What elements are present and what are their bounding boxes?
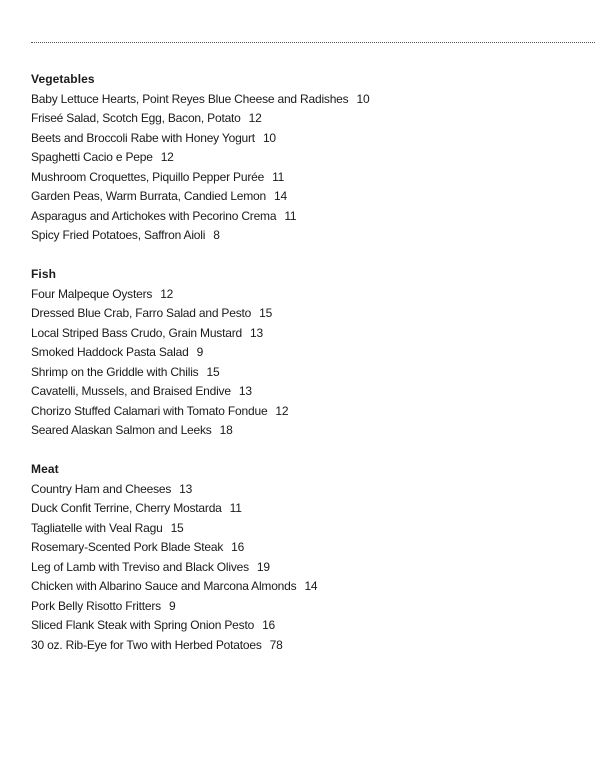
section-title: Meat [31, 462, 59, 476]
menu-item [31, 519, 591, 539]
item-name: Seared Alaskan Salmon and Leeks [31, 423, 212, 437]
menu-item [31, 304, 591, 324]
menu-item [31, 129, 591, 149]
section-meat [31, 460, 591, 655]
item-price: 9 [168, 598, 176, 613]
item-name: Chicken with Albarino Sauce and Marcona Almonds [31, 579, 297, 593]
item-price: 15 [259, 306, 273, 320]
dotted-divider [31, 42, 595, 43]
item-name: Shrimp on the Griddle with Chilis [31, 364, 199, 379]
menu-item [31, 480, 591, 500]
item-price: 14 [304, 579, 318, 593]
item-name: Chorizo Stuffed Calamari with Tomato Fondue [31, 403, 268, 418]
item-price: 13 [249, 325, 263, 340]
item-name: Four Malpeque Oysters [31, 286, 153, 301]
item-name: Cavatelli, Mussels, and Braised Endive [31, 384, 231, 398]
menu-item [31, 226, 591, 246]
menu-item [31, 382, 591, 402]
item-name: Garden Peas, Warm Burrata, Candied Lemon [31, 189, 267, 203]
menu-item [31, 402, 591, 422]
item-price: 9 [196, 345, 204, 359]
item-name: Asparagus and Artichokes with Pecorino Crema [31, 208, 277, 223]
menu-item [31, 421, 591, 441]
menu-item [31, 363, 591, 383]
section-title: Fish [31, 267, 57, 281]
menu-item [31, 558, 591, 578]
item-price: 78 [269, 637, 283, 652]
item-price: 10 [356, 91, 370, 106]
item-price: 12 [160, 150, 174, 164]
item-name: Spaghetti Cacio e Pepe [31, 150, 153, 164]
item-price: 13 [238, 384, 252, 398]
item-name: Sliced Flank Steak with Spring Onion Pesto [31, 618, 255, 632]
item-price: 15 [170, 520, 184, 535]
section-vegetables [31, 70, 591, 246]
menu-item [31, 538, 591, 558]
item-price: 11 [272, 169, 285, 184]
menu [31, 70, 591, 675]
item-price: 19 [256, 559, 270, 574]
item-name: Country Ham and Cheeses [31, 481, 172, 496]
item-name: Pork Belly Risotto Fritters [31, 598, 161, 613]
item-price: 10 [262, 130, 276, 145]
item-name: Leg of Lamb with Treviso and Black Olives [31, 559, 249, 574]
menu-item [31, 109, 591, 129]
menu-item [31, 90, 591, 110]
menu-item [31, 207, 591, 227]
menu-item [31, 499, 591, 519]
item-price: 14 [274, 189, 287, 203]
menu-item [31, 597, 591, 617]
item-name: Friseé Salad, Scotch Egg, Bacon, Potato [31, 111, 241, 125]
menu-item [31, 636, 591, 656]
menu-item [31, 343, 591, 363]
menu-item [31, 616, 591, 636]
item-name: Dressed Blue Crab, Farro Salad and Pesto [31, 306, 252, 320]
item-price: 12 [248, 111, 262, 125]
item-price: 12 [275, 403, 289, 418]
item-name: Tagliatelle with Veal Ragu [31, 520, 163, 535]
menu-item [31, 148, 591, 168]
item-price: 11 [229, 501, 242, 515]
item-price: 16 [262, 618, 276, 632]
section-title: Vegetables [31, 72, 95, 86]
menu-item [31, 577, 591, 597]
item-price: 15 [206, 364, 220, 379]
item-name: Mushroom Croquettes, Piquillo Pepper Purée [31, 169, 265, 184]
item-name: Spicy Fried Potatoes, Saffron Aioli [31, 228, 206, 242]
item-price: 8 [213, 228, 220, 242]
item-name: Duck Confit Terrine, Cherry Mostarda [31, 501, 222, 515]
menu-item [31, 187, 591, 207]
item-price: 18 [219, 423, 233, 437]
item-price: 11 [284, 208, 297, 223]
section-fish [31, 265, 591, 441]
item-price: 12 [160, 286, 174, 301]
item-price: 16 [231, 540, 245, 554]
menu-item [31, 285, 591, 305]
menu-item [31, 324, 591, 344]
item-name: Beets and Broccoli Rabe with Honey Yogurt [31, 130, 255, 145]
item-price: 13 [179, 481, 193, 496]
menu-item [31, 168, 591, 188]
item-name: Baby Lettuce Hearts, Point Reyes Blue Cheese and Radishes [31, 91, 349, 106]
item-name: Smoked Haddock Pasta Salad [31, 345, 189, 359]
item-name: 30 oz. Rib-Eye for Two with Herbed Potatoes [31, 637, 262, 652]
item-name: Rosemary-Scented Pork Blade Steak [31, 540, 224, 554]
item-name: Local Striped Bass Crudo, Grain Mustard [31, 325, 242, 340]
